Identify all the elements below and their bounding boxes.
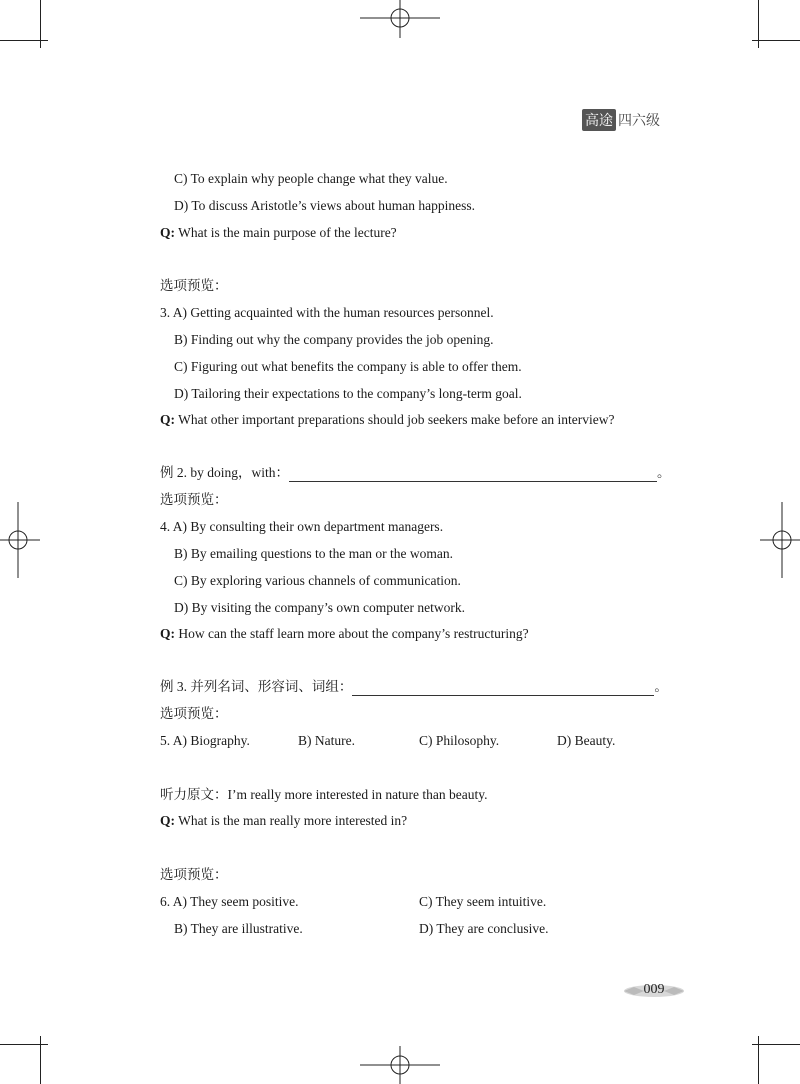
question-text: What is the man really more interested in? [175, 813, 408, 828]
preview-heading: 选项预览： [160, 867, 228, 882]
option-5b: B) Nature. [298, 733, 355, 748]
brand-box: 高途 [582, 109, 616, 131]
example-end: 。 [654, 679, 668, 694]
fill-blank[interactable] [352, 681, 654, 696]
example-line [160, 678, 668, 696]
question-label: Q: [160, 626, 175, 641]
brand-logo [582, 110, 660, 130]
option-line: C) Figuring out what benefits the company is able to offer them. [174, 359, 522, 374]
option-6c: C) They seem intuitive. [419, 894, 547, 909]
brand-text: 四六级 [618, 113, 660, 129]
question-text: What other important preparations should job seekers make before an interview? [175, 412, 615, 427]
registration-mark-bottom [360, 1046, 440, 1084]
preview-heading: 选项预览： [160, 492, 228, 507]
fill-blank[interactable] [289, 467, 657, 482]
transcript-line: 听力原文：I’m really more interested in nature than beauty. [160, 787, 488, 802]
question-label: Q: [160, 813, 175, 828]
option-line: C) To explain why people change what they value. [174, 171, 448, 186]
option-5c: C) Philosophy. [419, 733, 500, 748]
question-line [160, 625, 529, 643]
question-label: Q: [160, 225, 175, 240]
option-6a: 6. A) They seem positive. [160, 894, 299, 909]
option-line: B) By emailing questions to the man or the woman. [174, 546, 453, 561]
question-line [160, 411, 614, 429]
option-line: B) Finding out why the company provides the job opening. [174, 332, 494, 347]
example-label: 例 2. by doing，with： [160, 465, 290, 480]
option-line: D) By visiting the company’s own computer network. [174, 600, 465, 615]
option-line: 3. A) Getting acquainted with the human resources personnel. [160, 305, 494, 320]
question-line [160, 224, 397, 242]
option-6d: D) They are conclusive. [419, 921, 549, 936]
page-number-text: 009 [643, 982, 665, 997]
example-line [160, 464, 671, 482]
registration-mark-top [360, 0, 440, 40]
question-text: What is the main purpose of the lecture? [175, 225, 397, 240]
option-5a: 5. A) Biography. [160, 733, 250, 748]
question-text: How can the staff learn more about the company’s restructuring? [175, 626, 529, 641]
preview-heading: 选项预览： [160, 278, 228, 293]
option-line: C) By exploring various channels of communication. [174, 573, 461, 588]
question-label: Q: [160, 412, 175, 427]
example-label: 例 3. 并列名词、形容词、词组： [160, 679, 353, 694]
option-5d: D) Beauty. [557, 733, 616, 748]
preview-heading: 选项预览： [160, 706, 228, 721]
option-6b: B) They are illustrative. [174, 921, 303, 936]
registration-mark-right [760, 502, 800, 578]
option-line: D) To discuss Aristotle’s views about human happiness. [174, 198, 476, 213]
option-line: D) Tailoring their expectations to the company’s long-term goal. [174, 386, 522, 401]
question-line [160, 812, 407, 830]
option-line: 4. A) By consulting their own department managers. [160, 519, 444, 534]
page-number [622, 981, 686, 1001]
registration-mark-left [0, 502, 40, 578]
example-end: 。 [657, 465, 671, 480]
